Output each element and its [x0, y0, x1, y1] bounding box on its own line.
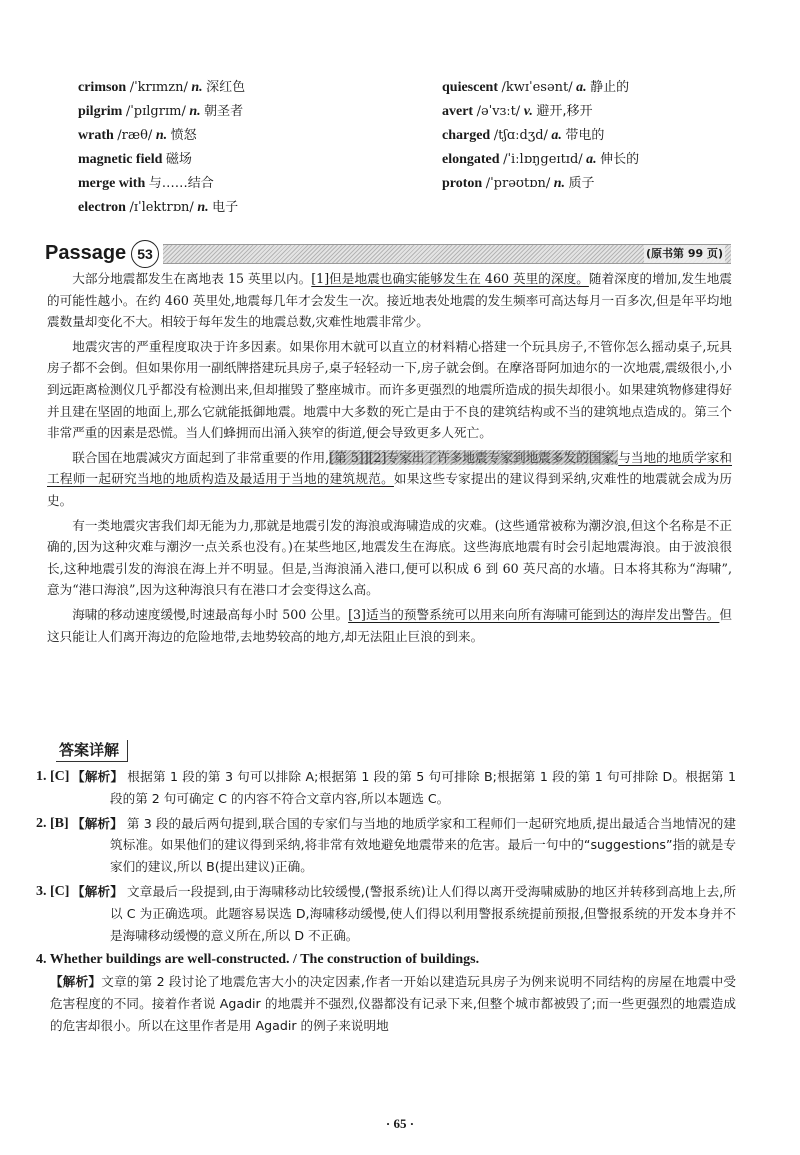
answers-list: [36, 766, 736, 1037]
vocab-entry: [442, 100, 772, 124]
vocab-phonetic: /ˈprəʊtɒn/: [485, 176, 551, 191]
vocab-pos: n.: [191, 80, 203, 95]
paragraph-3: [47, 447, 732, 512]
vocab-word: pilgrim: [78, 104, 123, 119]
vocab-meaning: 与……结合: [148, 176, 214, 191]
vocab-meaning: 静止的: [590, 80, 630, 95]
answer-number: 1. [C]: [36, 769, 70, 784]
passage-body: [47, 268, 732, 650]
analysis-tag: 【解析】: [72, 815, 123, 831]
vocab-word: proton: [442, 176, 483, 191]
vocab-entry: [78, 76, 408, 100]
answer-content: [72, 884, 736, 943]
vocab-meaning: 电子: [212, 200, 239, 215]
vocab-pos: a.: [551, 128, 562, 143]
vocab-word: electron: [78, 200, 126, 215]
vocab-meaning: 磁场: [165, 152, 192, 167]
vocab-pos: n.: [155, 128, 168, 143]
vocab-phonetic: /ˈkrɪmzn/: [129, 80, 188, 95]
vocab-entry: [78, 124, 408, 148]
passage-header-bar: [163, 244, 731, 264]
vocab-word: elongated: [442, 152, 500, 167]
vocab-phonetic: /ˈpɪlgrɪm/: [125, 104, 186, 119]
vocab-phonetic: /əˈvɜːt/: [476, 104, 521, 119]
vocab-meaning: 避开,移开: [536, 104, 593, 119]
vocab-list-left: [78, 76, 408, 220]
vocab-word: avert: [442, 104, 474, 119]
paragraph-5: [47, 604, 732, 647]
answer-item-4: [36, 949, 736, 1036]
vocab-phonetic: /tʃɑːdʒd/: [493, 128, 548, 143]
vocab-meaning: 朝圣者: [204, 104, 244, 119]
passage-title: Passage: [45, 242, 127, 264]
text-span: 联合国在地震减灾方面起到了非常重要的作用,: [72, 449, 330, 465]
vocab-entry: [78, 148, 408, 172]
text-span: 但这只能让人们离开海边的危险地带,去地势较高的地方,却无法阻止巨浪的到来。: [47, 606, 732, 644]
vocab-meaning: 带电的: [565, 128, 605, 143]
answer-item: [36, 813, 736, 878]
vocab-meaning: 愤怒: [170, 128, 197, 143]
underlined-sentence-2: 与当地的地质学家和工程师一起研究当地的地质构造及最适用于当地的建筑规范。: [47, 449, 732, 487]
vocab-meaning: 质子: [568, 176, 595, 191]
vocab-pos: n.: [189, 104, 201, 119]
vocab-pos: a.: [586, 152, 597, 167]
page-number: · 65 ·: [385, 1116, 415, 1131]
vocab-word: merge with: [78, 176, 146, 191]
paragraph-4: 有一类地震灾害我们却无能为力,那就是地震引发的海浪或海啸造成的灾难。(这些通常被称为潮汐浪,但这个名称是不正确的,因为这种灾难与潮汐一点关系也没有。)在某些地区,地震发生在海底。这些海底地震有时会引起地震海浪。由于波浪很长,这种地震引发的海浪在海上并不明显。但是,当海浪涌入港口,便可以积成 6 到 60 英尺高的水墙。日本将其称为“海啸”,意为“港口海浪”,因为这种海浪只有在港口才会变得这么高。: [47, 517, 732, 598]
answers-heading: 答案详解: [56, 740, 128, 762]
vocab-entry: [442, 76, 772, 100]
vocab-pos: n.: [553, 176, 566, 191]
passage-reference: (原书第 99 页): [644, 245, 725, 263]
vocab-phonetic: /ˈiːlɒŋgeɪtɪd/: [503, 152, 583, 167]
vocab-word: magnetic field: [78, 152, 163, 167]
text-span: 大部分地震都发生在离地表 15 英里以内。: [72, 271, 312, 286]
answer-4-explanation: [50, 971, 736, 1036]
paragraph-1: [47, 268, 732, 333]
answer-content: [72, 769, 736, 806]
vocab-phonetic: /ɪˈlektrɒn/: [129, 200, 194, 215]
vocab-list-right: [442, 76, 772, 196]
answer-number: 3. [C]: [36, 883, 70, 899]
underlined-sentence-3: [3]适当的预警系统可以用来向所有海啸可能到达的海岸发出警告。: [348, 606, 720, 622]
vocab-entry: [442, 148, 772, 172]
answer-text: 文章的第 2 段讨论了地震危害大小的决定因素,作者一开始以建造玩具房子为例来说明不同结构的房屋在地震中受危害程度的不同。接着作者说 Agadir 的地震并不强烈,仪器都没有记录下来,但整个城市都被毁了;而一些更强烈的地震造成的危害却很小。所以在这里作者是用 Agadir 的例子来说明地: [50, 974, 736, 1033]
vocab-meaning: 深红色: [206, 80, 246, 95]
vocab-entry: [78, 100, 408, 124]
analysis-tag: 【解析】: [50, 974, 102, 990]
analysis-tag: 【解析】: [72, 883, 124, 899]
answer-item: [36, 881, 736, 946]
text-span: 如果这些专家提出的建议得到采纳,灾难性的地震就会成为历史。: [47, 471, 732, 508]
vocab-entry: [78, 196, 408, 220]
underlined-sentence-1: [1]但是地震也确实能够发生在 460 英里的深度。: [311, 271, 589, 286]
text-span: 海啸的移动速度缓慢,时速最高每小时 500 公里。: [72, 606, 349, 622]
answer-text: 根据第 1 段的第 3 句可以排除 A;根据第 1 段的第 5 句可排除 B;根据第 1 段的第 1 句可排除 D。根据第 1 段的第 2 句可确定 C 的内容不符合文章内容,所以本题选 C。: [110, 769, 737, 806]
text-span: 随着深度的增加,发生地震的可能性越小。在约 460 英里处,地震每几年才会发生一次。接近地表处地震的发生频率可高达每月一百多次,但是年平均地震数量却变化不大。相较于每年发生的地震总数,灾难性地震非常少。: [47, 271, 732, 330]
answer-text: 第 3 段的最后两句提到,联合国的专家们与当地的地质学家和工程师们一起研究地质,提出最适合当地情况的建筑标准。如果他们的建议得到采纳,将非常有效地避免地震带来的危害。最后一句中的“suggestions”指的就是专家们的建议,所以 B(提出建议)正确。: [110, 815, 737, 875]
vocab-phonetic: /kwɪˈesənt/: [501, 80, 573, 95]
answer-number: 2. [B]: [36, 815, 69, 831]
vocab-word: crimson: [78, 80, 127, 95]
vocab-entry: [78, 172, 408, 196]
passage-header: [45, 240, 731, 270]
highlighted-sentence-2: [第 5]][2]专家出了许多地震专家到地震多发的国家,: [329, 449, 619, 465]
analysis-tag: 【解析】: [72, 769, 124, 784]
paragraph-2: 地震灾害的严重程度取决于许多因素。如果你用木就可以直立的材料精心搭建一个玩具房子,不管你怎么摇动桌子,玩具房子都不会倒。但如果你用一副纸牌搭建玩具房子,桌子轻轻动一下,房子就会倒。在摩洛哥阿加迪尔的一次地震,震级很小,小到远距离检测仪几乎都没有检测出来,但却摧毁了整座城市。而许多更强烈的地震所造成的损失却很小。如果建筑物修建得好并且建在坚固的地面上,那么它就能抵御地震。地震中大多数的死亡是由于不良的建筑结构或不当的建筑地点造成的。第三个非常严重的因素是恐慌。当人们蜂拥而出涌入狭窄的街道,便会导致更多人死亡。: [47, 338, 732, 441]
passage-number-badge: 53: [131, 240, 159, 268]
vocab-pos: a.: [576, 80, 587, 95]
vocab-word: quiescent: [442, 80, 498, 95]
vocab-pos: n.: [197, 200, 209, 215]
vocab-word: wrath: [78, 128, 114, 143]
vocab-word: charged: [442, 128, 491, 143]
vocab-phonetic: /ræθ/: [117, 128, 153, 143]
vocab-pos: v.: [523, 104, 533, 119]
answer-4-response: 4. Whether buildings are well-constructed. / The construction of buildings.: [36, 952, 480, 968]
answer-text: 文章最后一段提到,由于海啸移动比较缓慢,(警报系统)让人们得以离开受海啸威胁的地区并转移到高地上去,所以 C 为正确选项。此题容易误选 D,海啸移动缓慢,使人们得以利用警报系统提前预报,但警报系统的开发本身并不是海啸移动缓慢的意义所在,所以 D 不正确。: [110, 883, 736, 943]
answer-item: [36, 766, 736, 810]
vocab-entry: [442, 124, 772, 148]
vocab-entry: [442, 172, 772, 196]
answer-content: [72, 816, 736, 875]
vocab-meaning: 伸长的: [600, 152, 640, 167]
